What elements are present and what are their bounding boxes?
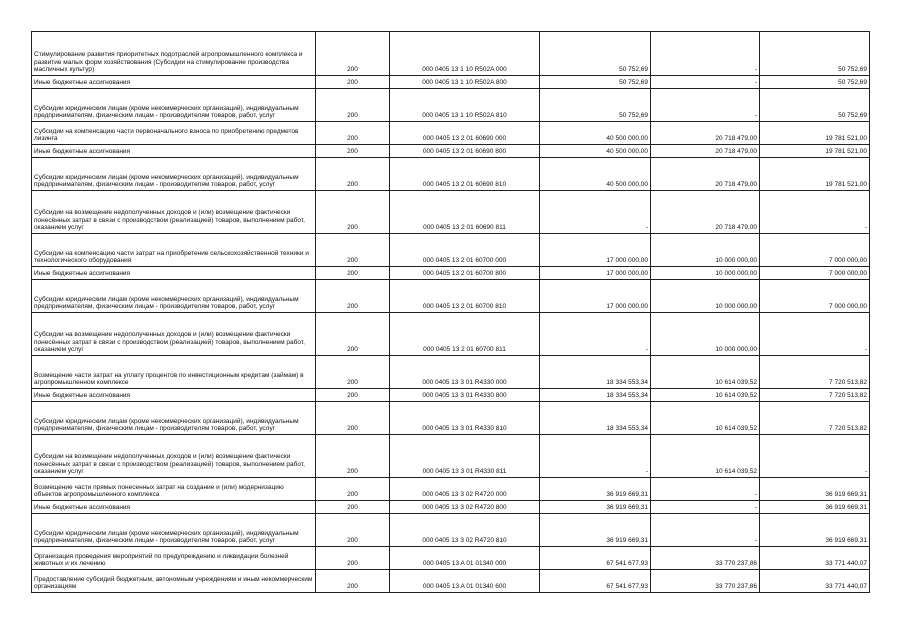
row-executed: 10 000 000,00 <box>651 234 760 267</box>
row-unexecuted: 19 781 521,00 <box>760 145 870 158</box>
row-budget-code: 000 0405 13 1 10 R502A 000 <box>390 32 540 76</box>
row-executed: 20 718 479,00 <box>651 158 760 191</box>
row-budget-code: 000 0405 13 3 02 R4720 800 <box>390 501 540 514</box>
row-budget-code: 000 0405 13 2 01 60700 810 <box>390 280 540 313</box>
row-executed: 20 718 479,00 <box>651 191 760 234</box>
row-code: 200 <box>316 191 390 234</box>
row-approved: 40 500 000,00 <box>540 122 651 145</box>
row-budget-code: 000 0405 13 2 01 60700 800 <box>390 267 540 280</box>
table-row <box>32 191 870 234</box>
row-name: Субсидии на компенсацию части первоначального взноса по приобретению предметов лизинга <box>32 122 316 145</box>
table-row <box>32 313 870 356</box>
row-unexecuted: 50 752,69 <box>760 89 870 122</box>
row-unexecuted: 33 771 440,07 <box>760 547 870 570</box>
row-unexecuted: 36 919 669,31 <box>760 514 870 547</box>
row-executed: 20 718 479,00 <box>651 122 760 145</box>
row-budget-code: 000 0405 13 3 01 R4330 000 <box>390 356 540 389</box>
table-row <box>32 389 870 402</box>
row-approved: 36 919 669,31 <box>540 501 651 514</box>
row-budget-code: 000 0405 13 2 01 60690 810 <box>390 158 540 191</box>
row-name: Организация проведения мероприятий по предупреждению и ликвидации болезней животных и их лечению <box>32 547 316 570</box>
row-name: Иные бюджетные ассигнования <box>32 501 316 514</box>
row-executed: - <box>651 32 760 76</box>
row-code: 200 <box>316 313 390 356</box>
row-code: 200 <box>316 356 390 389</box>
row-approved: 50 752,69 <box>540 32 651 76</box>
row-executed: - <box>651 89 760 122</box>
row-approved: 50 752,69 <box>540 89 651 122</box>
row-executed: 33 770 237,86 <box>651 547 760 570</box>
row-unexecuted: 36 919 669,31 <box>760 501 870 514</box>
table-row <box>32 89 870 122</box>
row-approved: - <box>540 435 651 478</box>
table-row <box>32 356 870 389</box>
row-code: 200 <box>316 267 390 280</box>
row-executed: 33 770 237,86 <box>651 570 760 593</box>
budget-table <box>31 31 870 593</box>
row-approved: 17 000 000,00 <box>540 280 651 313</box>
row-name: Возмещение части прямых понесенных затрат на создание и (или) модернизацию объектов агропромышленного комплекса <box>32 478 316 501</box>
row-code: 200 <box>316 89 390 122</box>
row-unexecuted: 36 919 669,31 <box>760 478 870 501</box>
row-code: 200 <box>316 122 390 145</box>
row-executed: - <box>651 478 760 501</box>
row-name: Субсидии на компенсацию части затрат на приобретение сельскохозяйственной техники и технологического оборудования <box>32 234 316 267</box>
row-approved: 17 000 000,00 <box>540 267 651 280</box>
row-unexecuted: 19 781 521,00 <box>760 122 870 145</box>
row-approved: 40 500 000,00 <box>540 158 651 191</box>
row-executed: - <box>651 514 760 547</box>
row-name: Стимулирование развития приоритетных подотраслей агропромышленного комплекса и развитие малых форм хозяйствования (Субсидии на стимулирование производства масличных культур) <box>32 32 316 76</box>
row-name: Субсидии на возмещение недополученных доходов и (или) возмещение фактически понесённых затрат в связи с производством (реализацией) товаров, выполнением работ, оказанием услуг <box>32 191 316 234</box>
row-approved: 67 541 677,93 <box>540 547 651 570</box>
row-code: 200 <box>316 145 390 158</box>
row-code: 200 <box>316 234 390 267</box>
row-budget-code: 000 0405 13 3 01 R4330 800 <box>390 389 540 402</box>
row-executed: 10 614 039,52 <box>651 402 760 435</box>
row-unexecuted: - <box>760 313 870 356</box>
row-budget-code: 000 0405 13 2 01 60700 000 <box>390 234 540 267</box>
table-row <box>32 267 870 280</box>
row-name: Возмещение части затрат на уплату процентов по инвестиционным кредитам (займам) в агропромышленном комплексе <box>32 356 316 389</box>
table-row <box>32 280 870 313</box>
row-budget-code: 000 0405 13 1 10 R502A 810 <box>390 89 540 122</box>
row-code: 200 <box>316 280 390 313</box>
row-unexecuted: 7 000 000,00 <box>760 267 870 280</box>
row-budget-code: 000 0405 13 A 01 01340 000 <box>390 547 540 570</box>
row-budget-code: 000 0405 13 3 02 R4720 000 <box>390 478 540 501</box>
row-name: Субсидии юридическим лицам (кроме некоммерческих организаций), индивидуальным предпринимателям, физическим лицам - производителям товаров, работ, услуг <box>32 280 316 313</box>
row-name: Субсидии на возмещение недополученных доходов и (или) возмещение фактически понесённых затрат в связи с производством (реализацией) товаров, выполнением работ, оказанием услуг <box>32 435 316 478</box>
row-budget-code: 000 0405 13 A 01 01340 600 <box>390 570 540 593</box>
row-budget-code: 000 0405 13 2 01 60690 800 <box>390 145 540 158</box>
row-approved: 36 919 669,31 <box>540 514 651 547</box>
table-row <box>32 122 870 145</box>
row-executed: 10 000 000,00 <box>651 313 760 356</box>
table-row <box>32 501 870 514</box>
row-code: 200 <box>316 478 390 501</box>
row-unexecuted: 50 752,69 <box>760 32 870 76</box>
row-approved: 50 752,69 <box>540 76 651 89</box>
row-executed: - <box>651 76 760 89</box>
row-code: 200 <box>316 158 390 191</box>
row-approved: 18 334 553,34 <box>540 356 651 389</box>
row-code: 200 <box>316 435 390 478</box>
row-code: 200 <box>316 76 390 89</box>
table-row <box>32 478 870 501</box>
row-approved: 67 541 677,93 <box>540 570 651 593</box>
row-executed: 10 000 000,00 <box>651 280 760 313</box>
row-name: Субсидии юридическим лицам (кроме некоммерческих организаций), индивидуальным предпринимателям, физическим лицам - производителям товаров, работ, услуг <box>32 158 316 191</box>
row-budget-code: 000 0405 13 3 02 R4720 810 <box>390 514 540 547</box>
table-row <box>32 32 870 76</box>
table-row <box>32 402 870 435</box>
row-unexecuted: 7 720 513,82 <box>760 402 870 435</box>
row-approved: 18 334 553,34 <box>540 389 651 402</box>
row-approved: - <box>540 313 651 356</box>
row-approved: - <box>540 191 651 234</box>
row-unexecuted: 7 720 513,82 <box>760 356 870 389</box>
row-unexecuted: 7 000 000,00 <box>760 280 870 313</box>
row-name: Субсидии юридическим лицам (кроме некоммерческих организаций), индивидуальным предпринимателям, физическим лицам - производителям товаров, работ, услуг <box>32 514 316 547</box>
row-executed: 10 614 039,52 <box>651 356 760 389</box>
row-code: 200 <box>316 514 390 547</box>
row-budget-code: 000 0405 13 2 01 60690 811 <box>390 191 540 234</box>
row-budget-code: 000 0405 13 3 01 R4330 810 <box>390 402 540 435</box>
row-name: Иные бюджетные ассигнования <box>32 145 316 158</box>
row-budget-code: 000 0405 13 1 10 R502A 800 <box>390 76 540 89</box>
row-code: 200 <box>316 501 390 514</box>
row-code: 200 <box>316 547 390 570</box>
row-code: 200 <box>316 389 390 402</box>
row-approved: 36 919 669,31 <box>540 478 651 501</box>
row-name: Иные бюджетные ассигнования <box>32 389 316 402</box>
row-unexecuted: - <box>760 435 870 478</box>
row-code: 200 <box>316 402 390 435</box>
row-budget-code: 000 0405 13 2 01 60690 000 <box>390 122 540 145</box>
row-executed: - <box>651 501 760 514</box>
row-name: Субсидии юридическим лицам (кроме некоммерческих организаций), индивидуальным предпринимателям, физическим лицам - производителям товаров, работ, услуг <box>32 89 316 122</box>
row-code: 200 <box>316 32 390 76</box>
row-executed: 10 614 039,52 <box>651 389 760 402</box>
row-approved: 18 334 553,34 <box>540 402 651 435</box>
table-row <box>32 547 870 570</box>
row-approved: 40 500 000,00 <box>540 145 651 158</box>
row-unexecuted: 50 752,69 <box>760 76 870 89</box>
row-unexecuted: 33 771 440,07 <box>760 570 870 593</box>
table-row <box>32 435 870 478</box>
row-unexecuted: 7 000 000,00 <box>760 234 870 267</box>
table-row <box>32 76 870 89</box>
budget-table-body <box>32 32 870 593</box>
row-executed: 10 614 039,52 <box>651 435 760 478</box>
table-row <box>32 234 870 267</box>
row-approved: 17 000 000,00 <box>540 234 651 267</box>
row-name: Субсидии на возмещение недополученных доходов и (или) возмещение фактически понесённых затрат в связи с производством (реализацией) товаров, выполнением работ, оказанием услуг <box>32 313 316 356</box>
row-executed: 10 000 000,00 <box>651 267 760 280</box>
row-executed: 20 718 479,00 <box>651 145 760 158</box>
table-row <box>32 145 870 158</box>
row-unexecuted: 19 781 521,00 <box>760 158 870 191</box>
row-name: Иные бюджетные ассигнования <box>32 76 316 89</box>
row-unexecuted: - <box>760 191 870 234</box>
row-code: 200 <box>316 570 390 593</box>
table-row <box>32 514 870 547</box>
table-row <box>32 158 870 191</box>
row-name: Предоставление субсидий бюджетным, автономным учреждениям и иным некоммерческим организациям <box>32 570 316 593</box>
table-row <box>32 570 870 593</box>
row-budget-code: 000 0405 13 2 01 60700 811 <box>390 313 540 356</box>
row-name: Субсидии юридическим лицам (кроме некоммерческих организаций), индивидуальным предпринимателям, физическим лицам - производителям товаров, работ, услуг <box>32 402 316 435</box>
row-name: Иные бюджетные ассигнования <box>32 267 316 280</box>
row-unexecuted: 7 720 513,82 <box>760 389 870 402</box>
row-budget-code: 000 0405 13 3 01 R4330 811 <box>390 435 540 478</box>
